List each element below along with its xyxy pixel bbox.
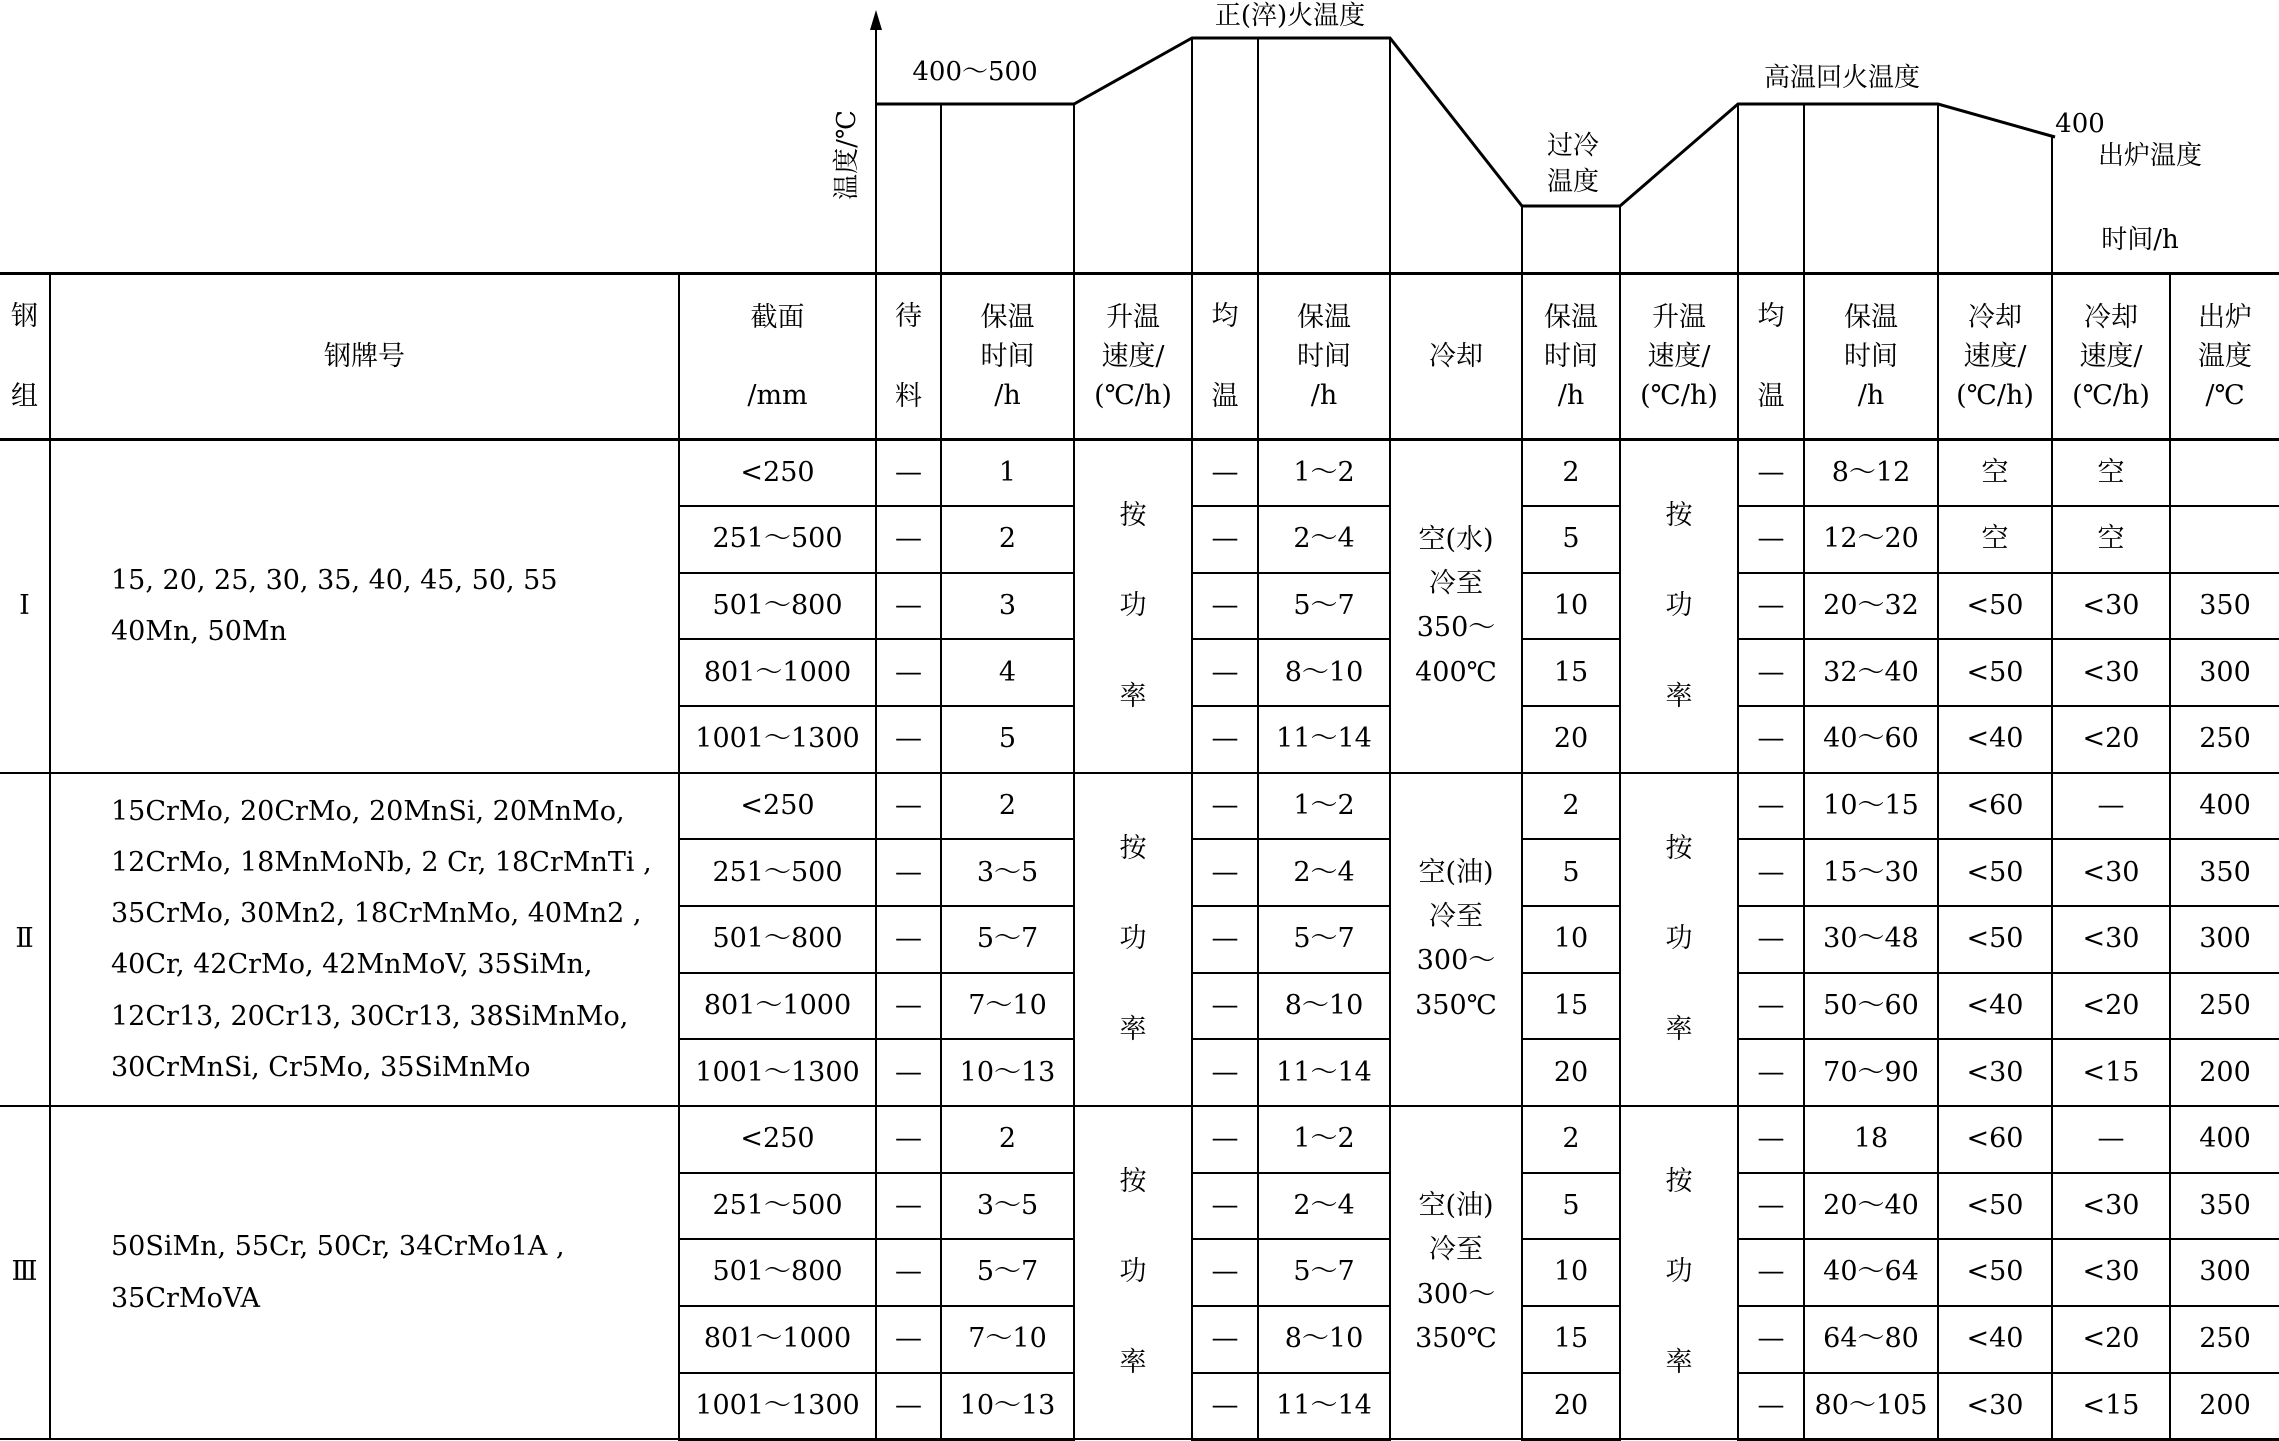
header-hold-time-1: 保温 时间 /h	[941, 274, 1074, 440]
heat-rate-2-cell	[1620, 1106, 1738, 1439]
wait-cell: —	[876, 1373, 941, 1440]
cool-rate-2-cell: <20	[2052, 973, 2170, 1040]
section-cell: 251～500	[679, 506, 876, 573]
hold-time-3-cell: 5	[1522, 839, 1620, 906]
wait-cell: —	[876, 573, 941, 640]
cool-rate-1-cell: <30	[1938, 1039, 2052, 1106]
soak-1-cell: —	[1192, 973, 1258, 1040]
steel-group-cell: Ⅲ	[0, 1106, 50, 1439]
cooling-line: 空(油)	[1418, 1189, 1494, 1221]
exit-temp-cell: 250	[2170, 973, 2279, 1040]
soak-1-cell: —	[1192, 440, 1258, 507]
cool-rate-1-cell: <40	[1938, 1306, 2052, 1373]
by-power-line: 率	[1665, 1346, 1693, 1378]
cooling-line: 400℃	[1415, 656, 1497, 688]
hold-time-1-cell: 10～13	[941, 1039, 1074, 1106]
heat-rate-2-cell	[1620, 440, 1738, 773]
cool-rate-2-cell: 空	[2052, 440, 2170, 507]
hold-time-1-cell: 3～5	[941, 839, 1074, 906]
wait-cell: —	[876, 440, 941, 507]
cool-rate-2-cell: <30	[2052, 573, 2170, 640]
exit-temp-cell: 200	[2170, 1373, 2279, 1440]
hold-time-4-cell: 32～40	[1804, 639, 1938, 706]
hold-time-1-cell: 7～10	[941, 1306, 1074, 1373]
cool-rate-2-cell: <30	[2052, 1173, 2170, 1240]
by-power-line: 率	[1119, 1346, 1147, 1378]
process-diagram	[0, 0, 2279, 272]
exit-temp-cell: 350	[2170, 1173, 2279, 1240]
hold-time-4-cell: 20～32	[1804, 573, 1938, 640]
hold-time-2-cell: 5～7	[1258, 906, 1390, 973]
grade-line: 30CrMnSi, Cr5Mo, 35SiMnMo	[111, 1052, 531, 1084]
hold-time-1-cell: 5～7	[941, 1239, 1074, 1306]
x-axis-label: 时间/h	[2101, 225, 2179, 255]
grade-line: 40Cr, 42CrMo, 42MnMoV, 35SiMn,	[111, 949, 593, 981]
by-power-line: 按	[1119, 832, 1147, 864]
undercool-temp-label-2: 温度	[1546, 167, 1600, 197]
hold-time-1-cell: 3～5	[941, 1173, 1074, 1240]
table-row	[0, 440, 2279, 507]
exit-temp-cell: 250	[2170, 706, 2279, 773]
cool-rate-1-cell: <50	[1938, 1173, 2052, 1240]
hold-time-3-cell: 20	[1522, 1373, 1620, 1440]
by-power-line: 按	[1119, 499, 1147, 531]
soak-1-cell: —	[1192, 506, 1258, 573]
soak-1-cell: —	[1192, 706, 1258, 773]
soak-2-cell: —	[1738, 1106, 1804, 1173]
exit-temp-cell: 400	[2170, 1106, 2279, 1173]
cool-rate-1-cell: <50	[1938, 839, 2052, 906]
grade-list-cell	[50, 773, 679, 1106]
hold-time-2-cell: 1～2	[1258, 440, 1390, 507]
wait-cell: —	[876, 1173, 941, 1240]
hold-time-3-cell: 20	[1522, 706, 1620, 773]
hold-time-4-cell: 18	[1804, 1106, 1938, 1173]
hold-time-2-cell: 1～2	[1258, 773, 1390, 840]
cool-rate-2-cell: <15	[2052, 1373, 2170, 1440]
cooling-cell	[1390, 1106, 1522, 1439]
cooling-line: 300～	[1416, 945, 1496, 977]
cool-rate-2-cell: —	[2052, 773, 2170, 840]
hold-time-1-cell: 4	[941, 639, 1074, 706]
cool-rate-1-cell: <50	[1938, 573, 2052, 640]
hold-time-4-cell: 15～30	[1804, 839, 1938, 906]
normalizing-temp-label: 正(淬)火温度	[1214, 1, 1366, 31]
hold-time-3-cell: 10	[1522, 906, 1620, 973]
cool-rate-2-cell: <30	[2052, 906, 2170, 973]
cooling-line: 300～	[1416, 1278, 1496, 1310]
soak-1-cell: —	[1192, 1239, 1258, 1306]
wait-cell: —	[876, 706, 941, 773]
by-power-line: 率	[1119, 1013, 1147, 1045]
cool-rate-2-cell: <20	[2052, 706, 2170, 773]
cooling-line: 空(水)	[1418, 523, 1494, 555]
by-power-line: 功	[1665, 923, 1693, 955]
soak-2-cell: —	[1738, 573, 1804, 640]
soak-2-cell: —	[1738, 506, 1804, 573]
hold-time-3-cell: 10	[1522, 573, 1620, 640]
wait-cell: —	[876, 1239, 941, 1306]
hold-time-3-cell: 2	[1522, 1106, 1620, 1173]
steel-group-cell: Ⅰ	[0, 440, 50, 773]
cool-rate-2-cell: <30	[2052, 839, 2170, 906]
soak-2-cell: —	[1738, 1239, 1804, 1306]
by-power-line: 按	[1665, 1166, 1693, 1198]
cooling-line: 冷至	[1429, 1234, 1483, 1266]
cool-rate-2-cell: <30	[2052, 1239, 2170, 1306]
cool-rate-1-cell: <40	[1938, 973, 2052, 1040]
cooling-line: 冷至	[1429, 900, 1483, 932]
section-cell: 1001～1300	[679, 1373, 876, 1440]
process-table	[0, 272, 2279, 1441]
section-cell: <250	[679, 773, 876, 840]
header-section: 截面 /mm	[679, 274, 876, 440]
section-cell: 1001～1300	[679, 706, 876, 773]
exit-temp-label: 出炉温度	[2097, 141, 2203, 171]
y-axis-arrow-icon	[870, 10, 882, 30]
grade-line: 12CrMo, 18MnMoNb, 2 Cr, 18CrMnTi ,	[111, 846, 652, 878]
soak-2-cell: —	[1738, 1173, 1804, 1240]
section-cell: <250	[679, 1106, 876, 1173]
exit-temp-cell: 350	[2170, 839, 2279, 906]
cooling-line: 350～	[1416, 612, 1496, 644]
hold-time-3-cell: 15	[1522, 639, 1620, 706]
table-row	[0, 1106, 2279, 1173]
heat-rate-1-cell	[1074, 1106, 1192, 1439]
hold-time-4-cell: 70～90	[1804, 1039, 1938, 1106]
cool-rate-2-cell: 空	[2052, 506, 2170, 573]
hold-time-2-cell: 11～14	[1258, 706, 1390, 773]
preheat-temp-label: 400～500	[912, 57, 1038, 87]
cooling-line: 冷至	[1429, 567, 1483, 599]
by-power-line: 按	[1665, 832, 1693, 864]
by-power-line: 率	[1665, 680, 1693, 712]
header-soak-2: 均 温	[1738, 274, 1804, 440]
soak-2-cell: —	[1738, 639, 1804, 706]
exit-temp-cell: 250	[2170, 1306, 2279, 1373]
wait-cell: —	[876, 773, 941, 840]
hold-time-4-cell: 10～15	[1804, 773, 1938, 840]
section-cell: 501～800	[679, 1239, 876, 1306]
exit-temp-cell: 350	[2170, 573, 2279, 640]
hold-time-1-cell: 10～13	[941, 1373, 1074, 1440]
hold-time-3-cell: 15	[1522, 973, 1620, 1040]
header-hold-time-2: 保温 时间 /h	[1258, 274, 1390, 440]
wait-cell: —	[876, 906, 941, 973]
grade-line: 15, 20, 25, 30, 35, 40, 45, 50, 55	[111, 565, 558, 597]
cool-rate-1-cell: <50	[1938, 639, 2052, 706]
cool-rate-2-cell: —	[2052, 1106, 2170, 1173]
section-cell: 801～1000	[679, 973, 876, 1040]
hold-time-2-cell: 2～4	[1258, 506, 1390, 573]
hold-time-2-cell: 1～2	[1258, 1106, 1390, 1173]
hold-time-2-cell: 8～10	[1258, 639, 1390, 706]
exit-temp-cell: 200	[2170, 1039, 2279, 1106]
hold-time-1-cell: 1	[941, 440, 1074, 507]
hold-time-3-cell: 2	[1522, 773, 1620, 840]
section-cell: 501～800	[679, 906, 876, 973]
hold-time-3-cell: 20	[1522, 1039, 1620, 1106]
hold-time-3-cell: 10	[1522, 1239, 1620, 1306]
grade-line: 35CrMoVA	[111, 1282, 260, 1314]
hold-time-1-cell: 5	[941, 706, 1074, 773]
wait-cell: —	[876, 506, 941, 573]
grade-line: 12Cr13, 20Cr13, 30Cr13, 38SiMnMo,	[111, 1000, 629, 1032]
heat-rate-1-cell	[1074, 773, 1192, 1106]
hold-time-4-cell: 80～105	[1804, 1373, 1938, 1440]
hold-time-3-cell: 5	[1522, 506, 1620, 573]
grade-line: 15CrMo, 20CrMo, 20MnSi, 20MnMo,	[111, 795, 625, 827]
header-hold-time-3: 保温 时间 /h	[1522, 274, 1620, 440]
hold-time-4-cell: 12～20	[1804, 506, 1938, 573]
by-power-line: 功	[1119, 923, 1147, 955]
hold-time-3-cell: 5	[1522, 1173, 1620, 1240]
header-hold-time-4: 保温 时间 /h	[1804, 274, 1938, 440]
cooling-cell	[1390, 440, 1522, 773]
soak-1-cell: —	[1192, 773, 1258, 840]
grade-line: 50SiMn, 55Cr, 50Cr, 34CrMo1A ,	[111, 1231, 565, 1263]
cooling-line: 空(油)	[1418, 856, 1494, 888]
hold-time-2-cell: 8～10	[1258, 973, 1390, 1040]
header-exit-temp: 出炉 温度 /℃	[2170, 274, 2279, 440]
header-steel-group: 钢 组	[0, 274, 50, 440]
cool-rate-1-cell: <30	[1938, 1373, 2052, 1440]
hold-time-2-cell: 2～4	[1258, 1173, 1390, 1240]
soak-1-cell: —	[1192, 839, 1258, 906]
exit-temp-cell	[2170, 506, 2279, 573]
tempering-temp-label: 高温回火温度	[1763, 63, 1921, 93]
grade-line: 40Mn, 50Mn	[111, 616, 287, 648]
hold-time-4-cell: 30～48	[1804, 906, 1938, 973]
hold-time-2-cell: 2～4	[1258, 839, 1390, 906]
soak-1-cell: —	[1192, 1039, 1258, 1106]
hold-time-2-cell: 5～7	[1258, 573, 1390, 640]
soak-2-cell: —	[1738, 839, 1804, 906]
soak-1-cell: —	[1192, 1306, 1258, 1373]
table-row	[0, 773, 2279, 840]
cooling-line: 350℃	[1415, 1323, 1497, 1355]
hold-time-1-cell: 5～7	[941, 906, 1074, 973]
header-row	[0, 274, 2279, 440]
hold-time-3-cell: 15	[1522, 1306, 1620, 1373]
by-power-line: 按	[1665, 499, 1693, 531]
cooling-line: 350℃	[1415, 989, 1497, 1021]
wait-cell: —	[876, 639, 941, 706]
section-cell: 1001～1300	[679, 1039, 876, 1106]
hold-time-1-cell: 2	[941, 773, 1074, 840]
section-cell: 801～1000	[679, 1306, 876, 1373]
cool-rate-1-cell: 空	[1938, 506, 2052, 573]
hold-time-4-cell: 40～64	[1804, 1239, 1938, 1306]
by-power-line: 功	[1665, 1256, 1693, 1288]
soak-1-cell: —	[1192, 1373, 1258, 1440]
hold-time-2-cell: 5～7	[1258, 1239, 1390, 1306]
steel-group-cell: Ⅱ	[0, 773, 50, 1106]
undercool-temp-label-1: 过冷	[1546, 131, 1600, 161]
cool-rate-1-cell: <60	[1938, 773, 2052, 840]
hold-time-1-cell: 7～10	[941, 973, 1074, 1040]
by-power-line: 功	[1665, 590, 1693, 622]
y-axis-label: 温度/℃	[832, 110, 862, 200]
cool-rate-2-cell: <30	[2052, 639, 2170, 706]
soak-2-cell: —	[1738, 773, 1804, 840]
header-heat-rate-1: 升温 速度/ (℃/h)	[1074, 274, 1192, 440]
hold-time-4-cell: 20～40	[1804, 1173, 1938, 1240]
hold-time-3-cell: 2	[1522, 440, 1620, 507]
exit-temp-cell: 300	[2170, 1239, 2279, 1306]
hold-time-2-cell: 11～14	[1258, 1039, 1390, 1106]
section-cell: 801～1000	[679, 639, 876, 706]
soak-2-cell: —	[1738, 1306, 1804, 1373]
hold-time-4-cell: 40～60	[1804, 706, 1938, 773]
grade-line: 35CrMo, 30Mn2, 18CrMnMo, 40Mn2 ,	[111, 898, 642, 930]
cool-rate-1-cell: <50	[1938, 1239, 2052, 1306]
soak-1-cell: —	[1192, 573, 1258, 640]
soak-2-cell: —	[1738, 440, 1804, 507]
soak-1-cell: —	[1192, 1106, 1258, 1173]
wait-cell: —	[876, 1039, 941, 1106]
by-power-line: 率	[1665, 1013, 1693, 1045]
hold-time-4-cell: 8～12	[1804, 440, 1938, 507]
cool-rate-1-cell: <40	[1938, 706, 2052, 773]
wait-cell: —	[876, 1306, 941, 1373]
by-power-line: 按	[1119, 1166, 1147, 1198]
soak-1-cell: —	[1192, 639, 1258, 706]
soak-2-cell: —	[1738, 1373, 1804, 1440]
exit-value-label: 400	[2055, 109, 2105, 139]
by-power-line: 率	[1119, 680, 1147, 712]
soak-1-cell: —	[1192, 1173, 1258, 1240]
exit-temp-cell: 300	[2170, 639, 2279, 706]
cool-rate-1-cell: 空	[1938, 440, 2052, 507]
hold-time-2-cell: 8～10	[1258, 1306, 1390, 1373]
cool-rate-2-cell: <20	[2052, 1306, 2170, 1373]
soak-2-cell: —	[1738, 973, 1804, 1040]
exit-temp-cell: 400	[2170, 773, 2279, 840]
hold-time-4-cell: 64～80	[1804, 1306, 1938, 1373]
section-cell: <250	[679, 440, 876, 507]
header-cool-rate-2: 冷却 速度/ (℃/h)	[2052, 274, 2170, 440]
grade-list-cell	[50, 440, 679, 773]
hold-time-1-cell: 3	[941, 573, 1074, 640]
cool-rate-1-cell: <60	[1938, 1106, 2052, 1173]
soak-2-cell: —	[1738, 706, 1804, 773]
section-cell: 251～500	[679, 1173, 876, 1240]
exit-temp-cell: 300	[2170, 906, 2279, 973]
cooling-cell	[1390, 773, 1522, 1106]
heat-rate-1-cell	[1074, 440, 1192, 773]
by-power-line: 功	[1119, 590, 1147, 622]
cool-rate-2-cell: <15	[2052, 1039, 2170, 1106]
soak-2-cell: —	[1738, 1039, 1804, 1106]
header-soak-1: 均 温	[1192, 274, 1258, 440]
header-cool-rate-1: 冷却 速度/ (℃/h)	[1938, 274, 2052, 440]
wait-cell: —	[876, 973, 941, 1040]
grade-list-cell	[50, 1106, 679, 1439]
hold-time-4-cell: 50～60	[1804, 973, 1938, 1040]
exit-temp-cell	[2170, 440, 2279, 507]
soak-2-cell: —	[1738, 906, 1804, 973]
by-power-line: 功	[1119, 1256, 1147, 1288]
header-heat-rate-2: 升温 速度/ (℃/h)	[1620, 274, 1738, 440]
hold-time-1-cell: 2	[941, 1106, 1074, 1173]
header-grade: 钢牌号	[50, 274, 679, 440]
header-cooling: 冷却	[1390, 274, 1522, 440]
cool-rate-1-cell: <50	[1938, 906, 2052, 973]
heat-rate-2-cell	[1620, 773, 1738, 1106]
wait-cell: —	[876, 1106, 941, 1173]
hold-time-1-cell: 2	[941, 506, 1074, 573]
wait-cell: —	[876, 839, 941, 906]
soak-1-cell: —	[1192, 906, 1258, 973]
section-cell: 251～500	[679, 839, 876, 906]
header-wait: 待 料	[876, 274, 941, 440]
section-cell: 501～800	[679, 573, 876, 640]
hold-time-2-cell: 11～14	[1258, 1373, 1390, 1440]
